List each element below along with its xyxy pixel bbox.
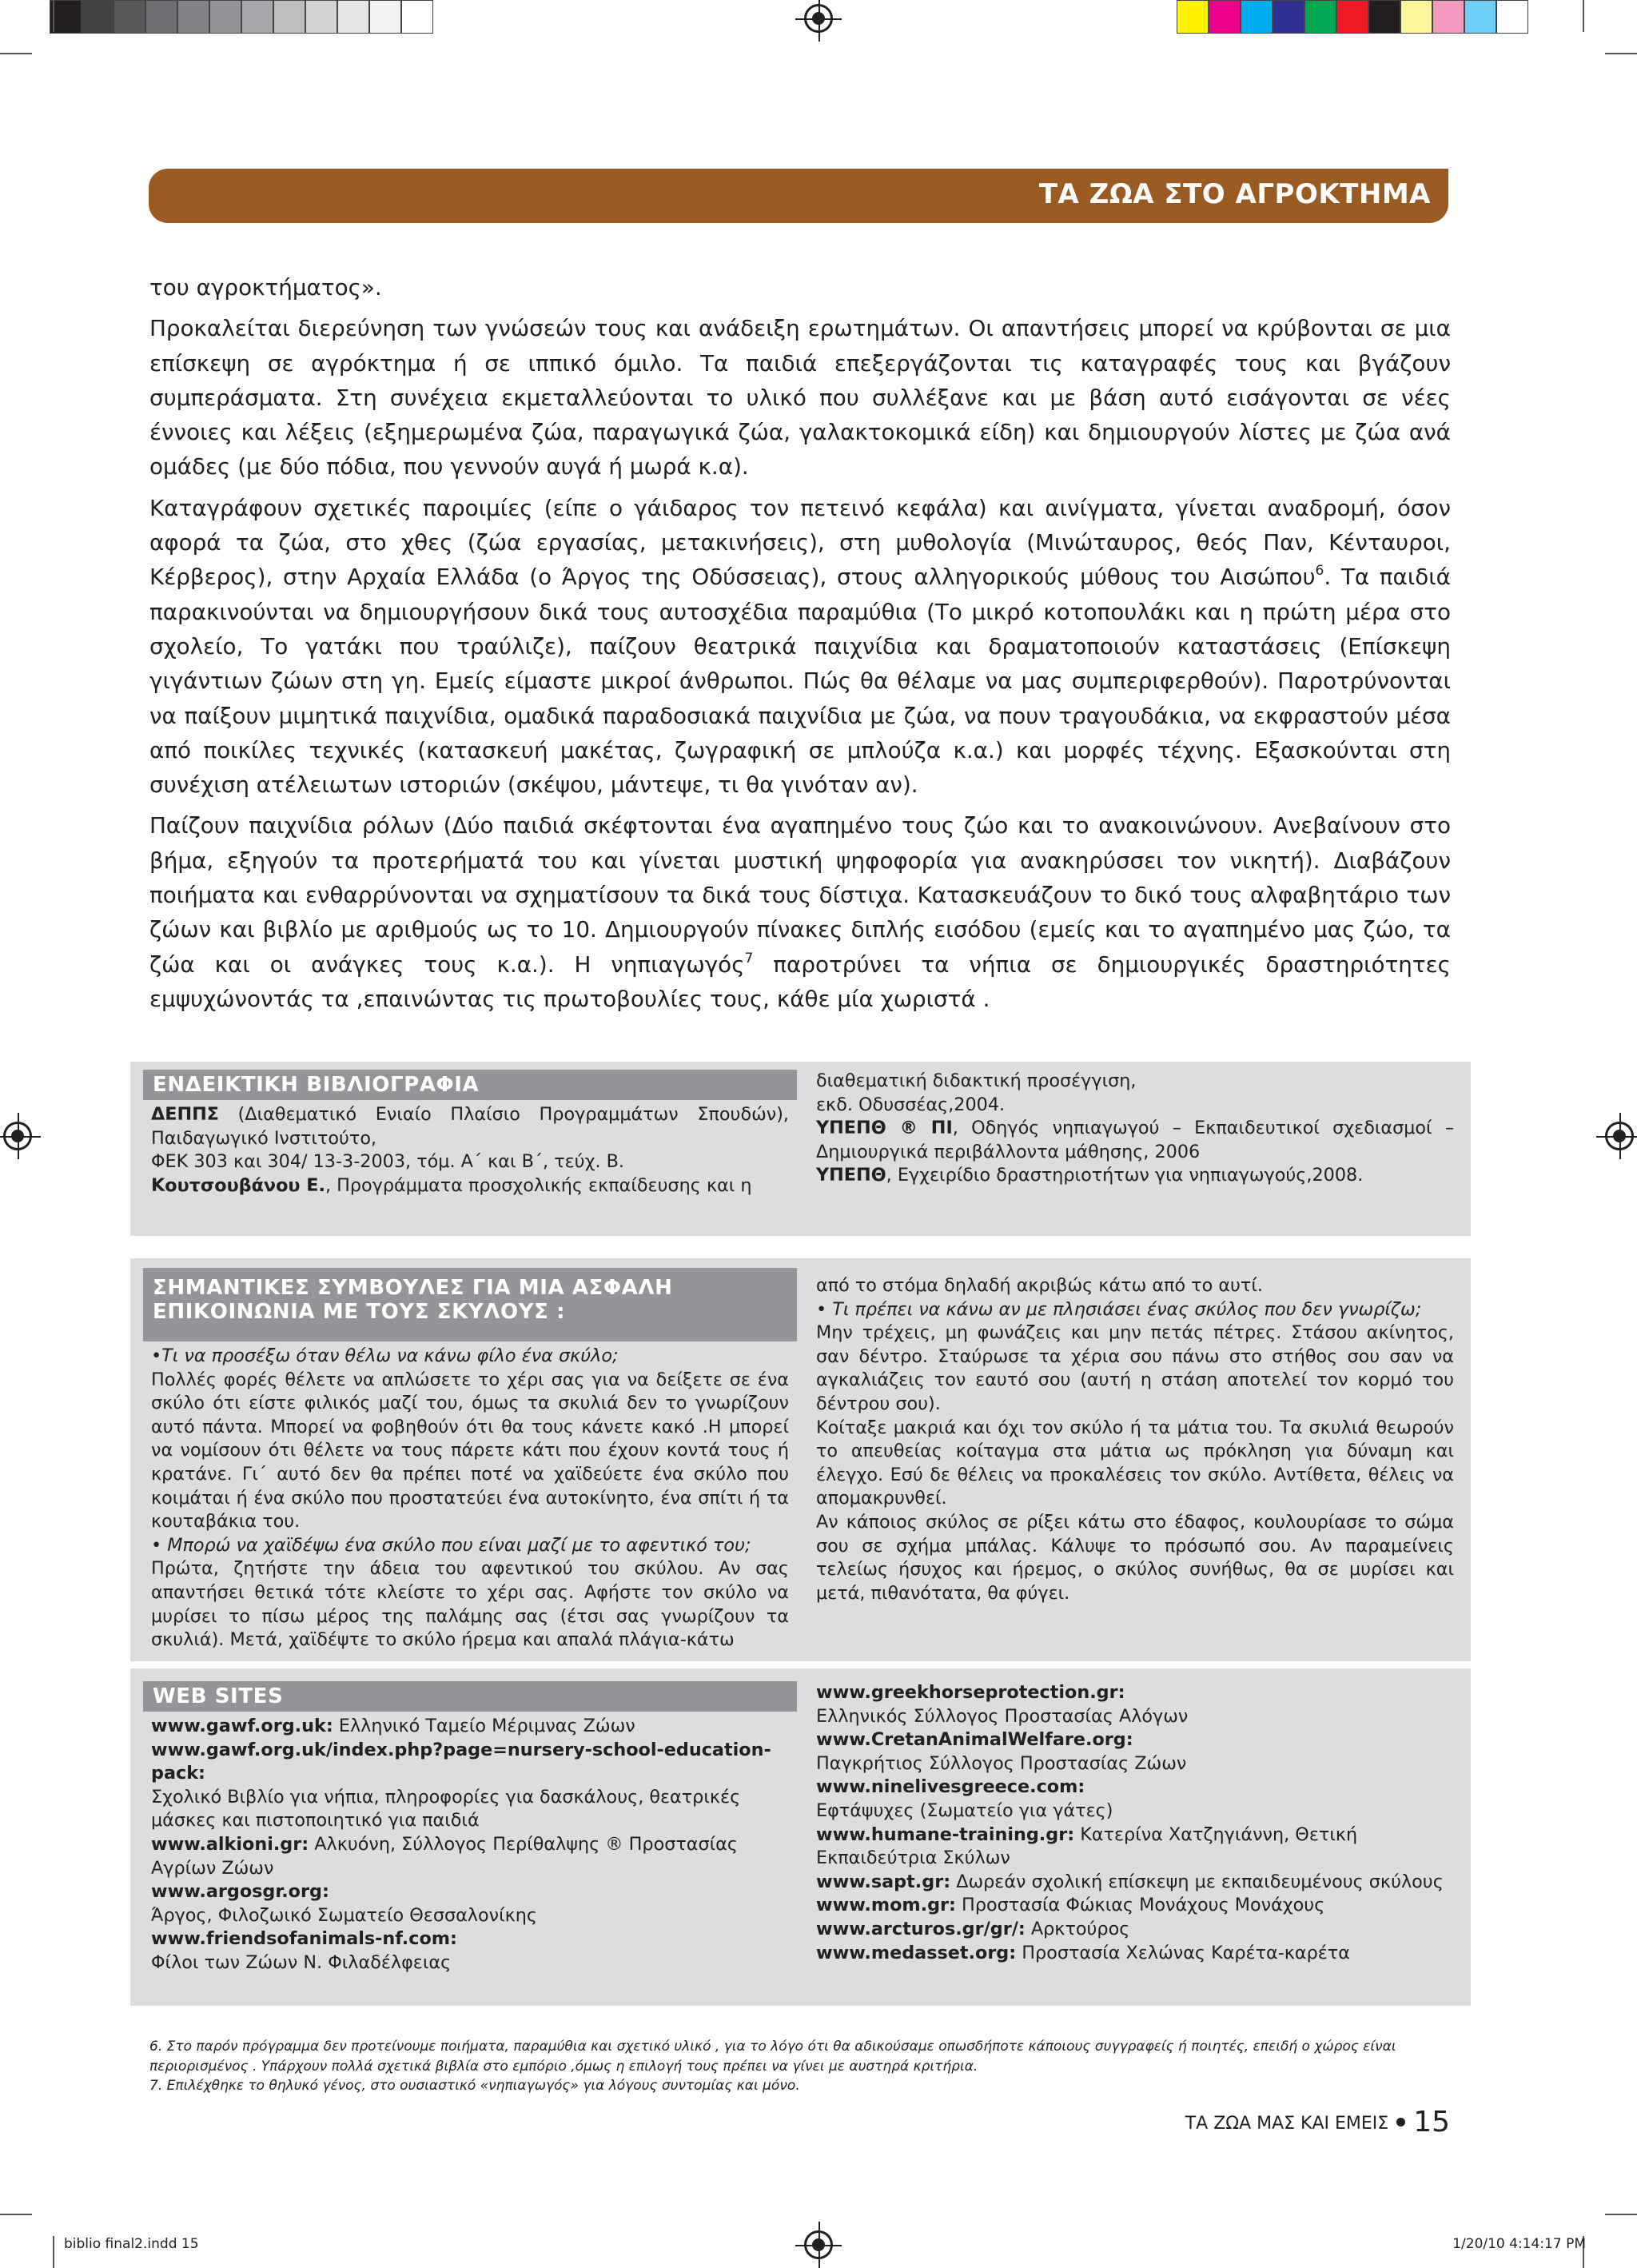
website-url[interactable]: www.medasset.org: xyxy=(816,1942,1017,1963)
website-entry xyxy=(151,1927,789,1975)
bibliography-box xyxy=(130,1062,1471,1236)
color-swatch xyxy=(1241,0,1273,34)
tip-answer: Κοίταξε μακριά και όχι τον σκύλο ή τα μάτια του. Τα σκυλιά θεωρούν το απευθείας κοίταγμα στα μάτια ως πρόκληση για δύναμη και έλεγχο. Εσύ δε θέλεις να προκαλέσεις τον σκύλο. Αντίθετα, θέλεις να απομακρυνθεί. xyxy=(816,1417,1454,1509)
paragraph xyxy=(149,491,1451,803)
tips-right-column xyxy=(816,1274,1454,1605)
color-swatch xyxy=(1209,0,1241,34)
bibliography-entry: ΦΕΚ 303 και 304/ 13-3-2003, τόμ. Α΄ και Β΄, τεύχ. Β. xyxy=(151,1151,625,1173)
website-url[interactable]: www.CretanAnimalWelfare.org: xyxy=(816,1729,1133,1751)
crop-mark xyxy=(1605,2214,1637,2215)
bibliography-entry xyxy=(151,1103,789,1150)
tip-answer: Αν κάποιος σκύλος σε ρίξει κάτω στο έδαφος, κουλουρίασε το σώμα σου σε σχήμα μπάλας. Κάλυψε το πρόσωπό σου. Αν παραμείνεις τελείως ήσυχος και ήρεμος, ο σκύλος συνήθως, θα σε μυρίσει και μετά, πιθανότατα, θα φύγει. xyxy=(816,1511,1454,1604)
footnote-ref: 7 xyxy=(744,950,754,967)
tip-question xyxy=(151,1534,789,1558)
print-slug-timestamp: 1/20/10 4:14:17 PM xyxy=(1452,2236,1586,2252)
website-description: Αρκτούρος xyxy=(1025,1918,1130,1939)
entry-text: , Οδηγός νηπιαγωγού – Εκπαιδευτικοί σχεδιασμοί – Δημιουργικά περιβάλλοντα μάθησης, 2006 xyxy=(816,1118,1454,1162)
entry-author: Κουτσουβάνου Ε. xyxy=(151,1174,325,1196)
paragraph: του αγροκτήματος». xyxy=(149,274,382,301)
color-swatch xyxy=(1432,0,1464,34)
paragraph: Προκαλείται διερεύνηση των γνώσεών τους και ανάδειξη ερωτημάτων. Οι απαντήσεις μπορεί να κρύβονται σε μια επίσκεψη σε αγρόκτημα ή σε ιππικό όμιλο. Τα παιδιά επεξεργάζονται τις καταγραφές τους και βγάζουν συμπεράσματα. Στη συνέχεια εκμεταλλεύονται το υλικό που συλλέξανε και με βάση αυτό εισάγονται σε νέες έννοιες και λέξεις (εξημερωμένα ζώα, παραγωγικά ζώα, γαλακτοκομικά είδη) και δημιουργούν λίστες με ζώα ανά ομάδες (με δύο πόδια, που γεννούν αυγά ή μωρά κ.α). xyxy=(149,315,1451,480)
paragraph-text: . Τα παιδιά παρακινούνται να δημιουργήσουν δικά τους αυτοσχέδια παραμύθια (Το μικρό κοτοπουλάκι και η πρώτη μέρα στο σχολείο, Το γατάκι που τραύλιζε), παίζουν θεατρικά παιχνίδια και δραματοποιούν καταστάσεις (Επίσκεψη γιγάντιων ζώων στη γη. Εμείς είμαστε μικροί άνθρωποι. Πώς θα θέλαμε να μας συμπεριφερθούν). Παροτρύνονται να παίξουν μιμητικά παιχνίδια, ομαδικά παραδοσιακά παιχνίδια με ζώα, να πουν τραγουδάκια, να εκφραστούν μέσα από ποικίλες τεχνικές (κατασκευή μακέτας, ζωγραφική σε μπλούζα κ.α.) και μορφές τέχνης. Εξασκούνται στη συνέχιση ατέλειωτων ιστοριών (σκέψου, μάντεψε, τι θα γινόταν αν). xyxy=(149,564,1451,799)
dog-safety-tips-box xyxy=(130,1258,1471,1661)
color-swatch xyxy=(177,0,209,34)
website-description: Παγκρήτιος Σύλλογος Προστασίας Ζώων xyxy=(816,1752,1187,1774)
box-title: ΕΝΔΕΙΚΤΙΚΗ ΒΙΒΛΙΟΓΡΑΦΙΑ xyxy=(143,1070,797,1100)
section-title: ΤΑ ΖΩΑ ΣΤΟ ΑΓΡΟΚΤΗΜΑ xyxy=(1038,178,1431,210)
tip-question-text: •Τι να προσέξω όταν θέλω να κάνω φίλο ένα σκύλο; xyxy=(151,1345,619,1366)
website-entry xyxy=(151,1739,789,1833)
running-title: ΤΑ ΖΩΑ ΜΑΣ ΚΑΙ ΕΜΕΙΣ xyxy=(1185,2114,1389,2134)
footnotes xyxy=(149,2037,1451,2096)
grayscale-color-bar xyxy=(50,0,433,37)
entry-text: , Προγράμματα προσχολικής εκπαίδευσης και η xyxy=(325,1174,752,1196)
section-header-band xyxy=(149,169,1448,223)
color-swatch xyxy=(273,0,305,34)
bibliography-entry xyxy=(816,1117,1454,1164)
tip-answer: Μην τρέχεις, μη φωνάζεις και μην πετάς πέτρες. Στάσου ακίνητος, σαν δέντρο. Σταύρωσε τα χέρια σου πάνω στο στήθος σου σαν να αγκαλιάζεις τον εαυτό σου (αυτή η στάση αποτελεί τον κορμό του δέντρου σου). xyxy=(816,1322,1454,1414)
color-swatch xyxy=(50,0,82,34)
entry-author: ΥΠΕΠΘ ® ΠΙ xyxy=(816,1118,953,1139)
box-title: ΣΗΜΑΝΤΙΚΕΣ ΣΥΜΒΟΥΛΕΣ ΓΙΑ ΜΙΑ ΑΣΦΑΛΗ ΕΠΙΚΟΙΝΩΝΙΑ ΜΕ ΤΟΥΣ ΣΚΥΛΟΥΣ : xyxy=(143,1268,797,1341)
color-swatch xyxy=(241,0,273,34)
website-description: Προστασία Χελώνας Καρέτα-καρέτα xyxy=(1016,1942,1350,1963)
color-swatch xyxy=(114,0,145,34)
color-swatch xyxy=(145,0,177,34)
website-entry xyxy=(151,1833,789,1880)
website-entry xyxy=(816,1728,1454,1776)
website-description: Ελληνικός Σύλλογος Προστασίας Αλόγων xyxy=(816,1705,1189,1727)
website-url[interactable]: www.greekhorseprotection.gr: xyxy=(816,1682,1125,1703)
footnote: 6. Στο παρόν πρόγραμμα δεν προτείνουμε ποιήματα, παραμύθια και σχετικό υλικό , για το λόγο ότι θα αδικούσαμε οπωσδήποτε κάποιους συγγραφείς ή ποιητές, επειδή ο χώρος είναι περιορισμένος . Υπάρχουν πολλά σχετικά βιβλία στο εμπόριο ,όμως η επιλογή τους πρέπει να γίνει με αυστηρά κριτήρια. xyxy=(149,2039,1396,2075)
color-swatch xyxy=(337,0,369,34)
tip-question-text: • Τι πρέπει να κάνω αν με πλησιάσει ένας σκύλος που δεν γνωρίζω; xyxy=(816,1298,1422,1320)
paragraph xyxy=(149,808,1451,1016)
color-swatch xyxy=(1464,0,1496,34)
bibliography-entry: διαθεματική διδακτική προσέγγιση, xyxy=(816,1070,1137,1091)
bibliography-entry: εκδ. Οδυσσέας,2004. xyxy=(816,1094,1006,1115)
website-url[interactable]: www.arcturos.gr/gr/: xyxy=(816,1918,1026,1939)
websites-box xyxy=(130,1668,1471,2006)
paragraph-text: παροτρύνει τα νήπια σε δημιουργικές δραστηριότητες εμψυχώνοντάς τα ,επαινώντας τις πρωτοβουλίες τους, κάθε μία χωριστά . xyxy=(149,951,1451,1012)
website-entry xyxy=(816,1681,1454,1728)
process-color-bar xyxy=(1177,0,1528,37)
tip-answer: Πολλές φορές θέλετε να απλώσετε το χέρι σας για να δείξετε σε ένα σκύλο ότι είστε φιλικός μαζί του, όμως τα σκυλιά δεν το γνωρίζουν αυτό πάντα. Μπορεί να φοβηθούν ότι θα τους κάνετε κακό .Η μπορεί να νομίσουν ότι θέλετε να τους πάρετε κάτι που έχουν κοντά τους ή κρατάνε. Γι΄ αυτό δεν θα πρέπει ποτέ να χαϊδεύετε ένα σκύλο που κοιμάται ή ένα σκύλο που προστατεύει ένα αυτοκίνητο, ένα σπίτι ή τα κουταβάκια του. xyxy=(151,1369,789,1533)
website-description: Φίλοι των Ζώων Ν. Φιλαδέλφειας xyxy=(151,1951,452,1973)
website-entry xyxy=(816,1776,1454,1823)
crop-mark xyxy=(0,53,32,54)
website-entry xyxy=(816,1918,1454,1942)
color-swatch xyxy=(1304,0,1336,34)
color-swatch xyxy=(369,0,401,34)
crop-mark xyxy=(1583,0,1584,32)
registration-mark-icon xyxy=(3,1122,32,1150)
website-entry xyxy=(151,1880,789,1927)
entry-author: ΥΠΕΠΘ xyxy=(816,1165,886,1186)
bibliography-entry xyxy=(151,1174,789,1198)
website-entry xyxy=(816,1942,1454,1966)
color-swatch xyxy=(82,0,114,34)
page-footer xyxy=(1185,2106,1450,2138)
tip-answer: από το στόμα δηλαδή ακριβώς κάτω από το αυτί. xyxy=(816,1275,1263,1296)
tip-question xyxy=(816,1298,1454,1322)
registration-mark-icon xyxy=(804,4,833,33)
color-swatch xyxy=(1177,0,1209,34)
website-description: Προστασία Φώκιας Μονάχους Μονάχους xyxy=(955,1895,1325,1916)
website-description: Άργος, Φιλοζωικό Σωματείο Θεσσαλονίκης xyxy=(151,1904,537,1926)
color-swatch xyxy=(401,0,433,34)
website-description: Κατερίνα Χατζηγιάννη, Θετική Εκπαιδεύτρια Σκύλων xyxy=(816,1824,1358,1869)
color-swatch xyxy=(305,0,337,34)
paragraph-text: Παίζουν παιχνίδια ρόλων (Δύο παιδιά σκέφτονται ένα αγαπημένο τους ζώο και το ανακοινώνουν. Ανεβαίνουν στο βήμα, εξηγούν τα προτερήματά του και γίνεται μυστική ψηφοφορία για ανακηρύσσει τον νικητή). Διαβάζουν ποιήματα και ενθαρρύνονται να σχηματίσουν τα δικά τους δίστιχα. Κατασκευάζουν το δικό τους αλφαβητάριο των ζώων και βιβλίο με αριθμούς ως το 10. Δημιουργούν πίνακες διπλής εισόδου (εμείς και το αγαπημένο μας ζώο, τα ζώα και οι ανάγκες τους κ.α.). Η νηπιαγωγός xyxy=(149,812,1451,978)
tip-question xyxy=(151,1345,789,1369)
paragraph-text: Καταγράφουν σχετικές παροιμίες (είπε ο γάιδαρος τον πετεινό κεφάλα) και αινίγματα, γίνεται αναδρομή, όσον αφορά τα ζώα, στο χθες (ζώα εργασίας, μετακινήσεις), στη μυθολογία (Μινώταυρος, θεός Παν, Κένταυροι, Κέρβερος), στην Αρχαία Ελλάδα (ο Άργος της Οδύσσειας), στους αλληγορικούς μύθους του Αισώπου xyxy=(149,494,1451,591)
color-swatch xyxy=(1400,0,1432,34)
color-swatch xyxy=(209,0,241,34)
website-url[interactable]: www.argosgr.org: xyxy=(151,1881,329,1903)
page-number: 15 xyxy=(1413,2106,1450,2138)
bibliography-left-column xyxy=(151,1103,789,1198)
website-url[interactable]: www.ninelivesgreece.com: xyxy=(816,1776,1085,1798)
color-swatch xyxy=(1368,0,1400,34)
crop-mark xyxy=(53,0,54,32)
crop-mark xyxy=(1605,53,1637,54)
websites-left-column xyxy=(151,1715,789,1975)
website-entry xyxy=(816,1871,1454,1895)
entry-text: (Διαθεματικό Ενιαίο Πλαίσιο Προγραμμάτων Σπουδών), Παιδαγωγικό Ινστιτούτο, xyxy=(151,1104,789,1149)
entry-text: , Εγχειρίδιο δραστηριοτήτων για νηπιαγωγούς,2008. xyxy=(886,1165,1364,1186)
print-slug-file: biblio final2.indd 15 xyxy=(64,2236,199,2252)
website-url[interactable]: www.sapt.gr: xyxy=(816,1871,951,1892)
entry-author: ΔΕΠΠΣ xyxy=(151,1104,220,1125)
website-entry xyxy=(816,1894,1454,1918)
tips-left-column xyxy=(151,1345,789,1652)
registration-mark-icon xyxy=(804,2230,833,2259)
tip-answer: Πρώτα, ζητήστε την άδεια του αφεντικού του σκύλου. Αν σας απαντήσει θετικά τότε κλείστε το χέρι σας. Αφήστε τον σκύλο να μυρίσει το πίσω μέρος της παλάμης σας (έτσι σας γνωρίζουν τα σκυλιά). Μετά, χαϊδέψτε το σκύλο ήρεμα και απαλά πλάγια-κάτω xyxy=(151,1558,789,1651)
crop-mark xyxy=(0,2214,32,2215)
bibliography-entry xyxy=(816,1164,1454,1188)
website-description: Αλκυόνη, Σύλλογος Περίθαλψης ® Προστασίας Αγρίων Ζώων xyxy=(151,1833,738,1879)
website-description: Δωρεάν σχολική επίσκεψη με εκπαιδευμένους σκύλους xyxy=(950,1871,1444,1892)
color-swatch xyxy=(1336,0,1368,34)
main-body-text xyxy=(149,270,1451,1022)
crop-mark xyxy=(53,2236,54,2268)
footnote: 7. Επιλέχθηκε το θηλυκό γένος, στο ουσιαστικό «νηπιαγωγός» για λόγους συντομίας και μόνο. xyxy=(149,2078,800,2094)
website-description: Σχολικό Βιβλίο για νήπια, πληροφορίες για δασκάλους, θεατρικές μάσκες και πιστοποιητικό για παιδιά xyxy=(151,1786,741,1832)
website-description: Εφτάψυχες (Σωματείο για γάτες) xyxy=(816,1800,1113,1821)
bibliography-right-column xyxy=(816,1070,1454,1188)
color-swatch xyxy=(1273,0,1304,34)
website-url[interactable]: www.gawf.org.uk: xyxy=(151,1716,333,1736)
website-url[interactable]: www.alkioni.gr: xyxy=(151,1833,309,1855)
box-title: WEB SITES xyxy=(143,1681,797,1712)
website-url[interactable]: www.mom.gr: xyxy=(816,1895,956,1916)
website-entry xyxy=(151,1715,789,1739)
registration-mark-icon xyxy=(1605,1122,1634,1150)
website-url[interactable]: www.gawf.org.uk/index.php?page=nursery-school-education-pack: xyxy=(151,1739,771,1784)
website-entry xyxy=(816,1824,1454,1871)
footnote-ref: 6 xyxy=(1315,563,1324,580)
color-swatch xyxy=(1496,0,1528,34)
website-url[interactable]: www.friendsofanimals-nf.com: xyxy=(151,1928,457,1950)
bullet-icon xyxy=(1396,2118,1405,2126)
tip-question-text: • Μπορώ να χαϊδέψω ένα σκύλο που είναι μαζί με το αφεντικό του; xyxy=(151,1534,751,1556)
website-url[interactable]: www.humane-training.gr: xyxy=(816,1824,1075,1845)
websites-right-column xyxy=(816,1681,1454,1965)
website-description: Ελληνικό Ταμείο Μέριμνας Ζώων xyxy=(333,1716,635,1736)
